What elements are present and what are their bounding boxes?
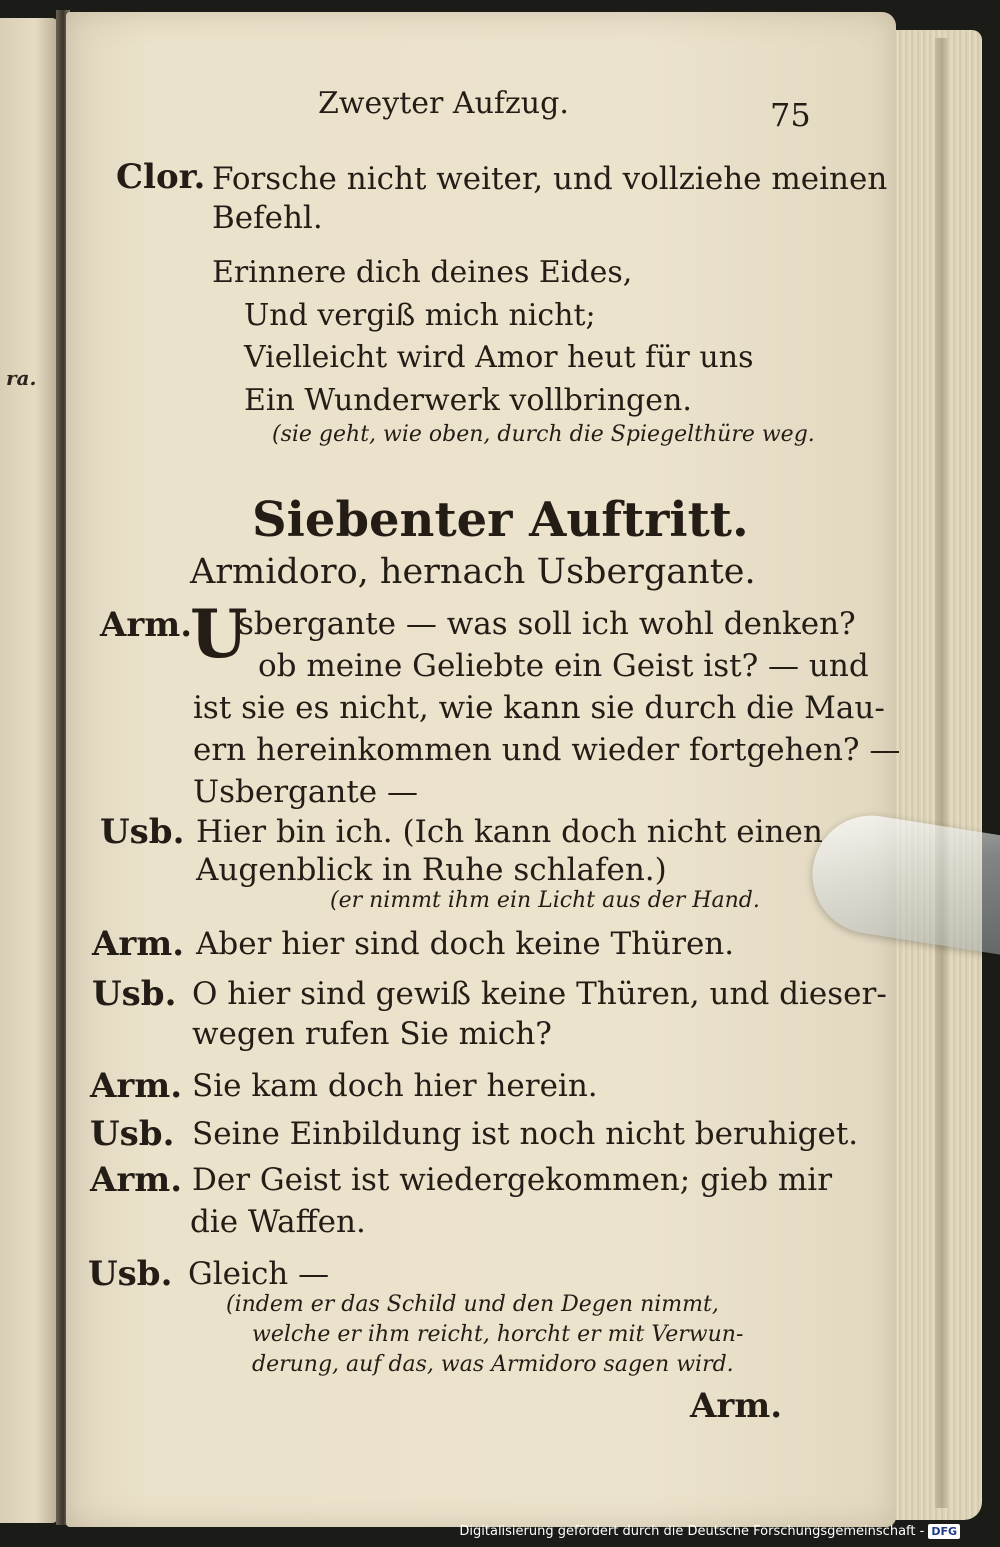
stage-direction: welche er ihm reicht, horcht er mit Verwun- <box>252 1322 744 1347</box>
speaker-label: Arm. <box>92 924 185 964</box>
dialogue-line: Sie kam doch hier herein. <box>192 1068 598 1104</box>
verse-line: Erinnere dich deines Eides, <box>212 255 633 290</box>
stage-direction: (er nimmt ihm ein Licht aus der Hand. <box>330 888 760 913</box>
dialogue-line: Befehl. <box>212 200 323 236</box>
dialogue-line: Seine Einbildung ist noch nicht beruhiget. <box>192 1116 859 1152</box>
stage-direction: (sie geht, wie oben, durch die Spiegelthüre weg. <box>272 422 815 447</box>
dialogue-line: Hier bin ich. (Ich kann doch nicht einen <box>196 814 823 850</box>
stage-direction: derung, auf das, was Armidoro sagen wird. <box>252 1352 734 1377</box>
dialogue-line: wegen rufen Sie mich? <box>192 1016 552 1052</box>
speaker-label: Usb. <box>88 1254 173 1294</box>
speaker-label: Clor. <box>116 157 206 197</box>
dialogue-line: Usbergante — <box>193 774 418 810</box>
scene-subtitle: Armidoro, hernach Usbergante. <box>190 552 756 592</box>
running-header: Zweyter Aufzug. <box>318 86 569 121</box>
dialogue-line: Forsche nicht weiter, und vollziehe meinen <box>212 161 888 197</box>
scene-title: Siebenter Auftritt. <box>252 492 749 548</box>
page-number: 75 <box>770 96 811 134</box>
catchword: Arm. <box>690 1386 783 1426</box>
left-page <box>0 18 58 1523</box>
verse-line: Vielleicht wird Amor heut für uns <box>244 340 754 375</box>
dialogue-line: Aber hier sind doch keine Thüren. <box>196 926 735 962</box>
dialogue-line: die Waffen. <box>190 1204 366 1240</box>
dialogue-line: Gleich — <box>188 1256 330 1292</box>
speaker-label: Usb. <box>100 812 185 852</box>
dialogue-line: O hier sind gewiß keine Thüren, und dieser- <box>192 976 887 1012</box>
speaker-label: Arm. <box>90 1066 183 1106</box>
dialogue-line: ob meine Geliebte ein Geist ist? — und <box>258 648 869 684</box>
footer-credit <box>459 1524 960 1539</box>
verse-line: Ein Wunderwerk vollbringen. <box>244 383 692 418</box>
footer-text: Digitalisierung gefördert durch die Deutsche Forschungsgemeinschaft - <box>459 1524 925 1539</box>
speaker-label: Arm. <box>100 605 193 645</box>
drop-cap: U <box>190 595 248 673</box>
stage-direction: (indem er das Schild und den Degen nimmt, <box>226 1292 719 1317</box>
left-page-fragment: ra. <box>6 366 37 390</box>
verse-line: Und vergiß mich nicht; <box>244 298 596 333</box>
speaker-label: Usb. <box>92 974 177 1014</box>
page-edge-shadow <box>935 38 949 1508</box>
dialogue-line: ist sie es nicht, wie kann sie durch die Mau- <box>193 690 885 726</box>
dialogue-line: Augenblick in Ruhe schlafen.) <box>196 852 667 888</box>
dialogue-line: Der Geist ist wiedergekommen; gieb mir <box>192 1162 833 1198</box>
dialogue-line: ern hereinkommen und wieder fortgehen? — <box>193 732 901 768</box>
dialogue-line: sbergante — was soll ich wohl denken? <box>238 606 856 642</box>
speaker-label: Arm. <box>90 1160 183 1200</box>
speaker-label: Usb. <box>90 1114 175 1154</box>
dfg-logo-icon: DFG <box>928 1524 960 1539</box>
